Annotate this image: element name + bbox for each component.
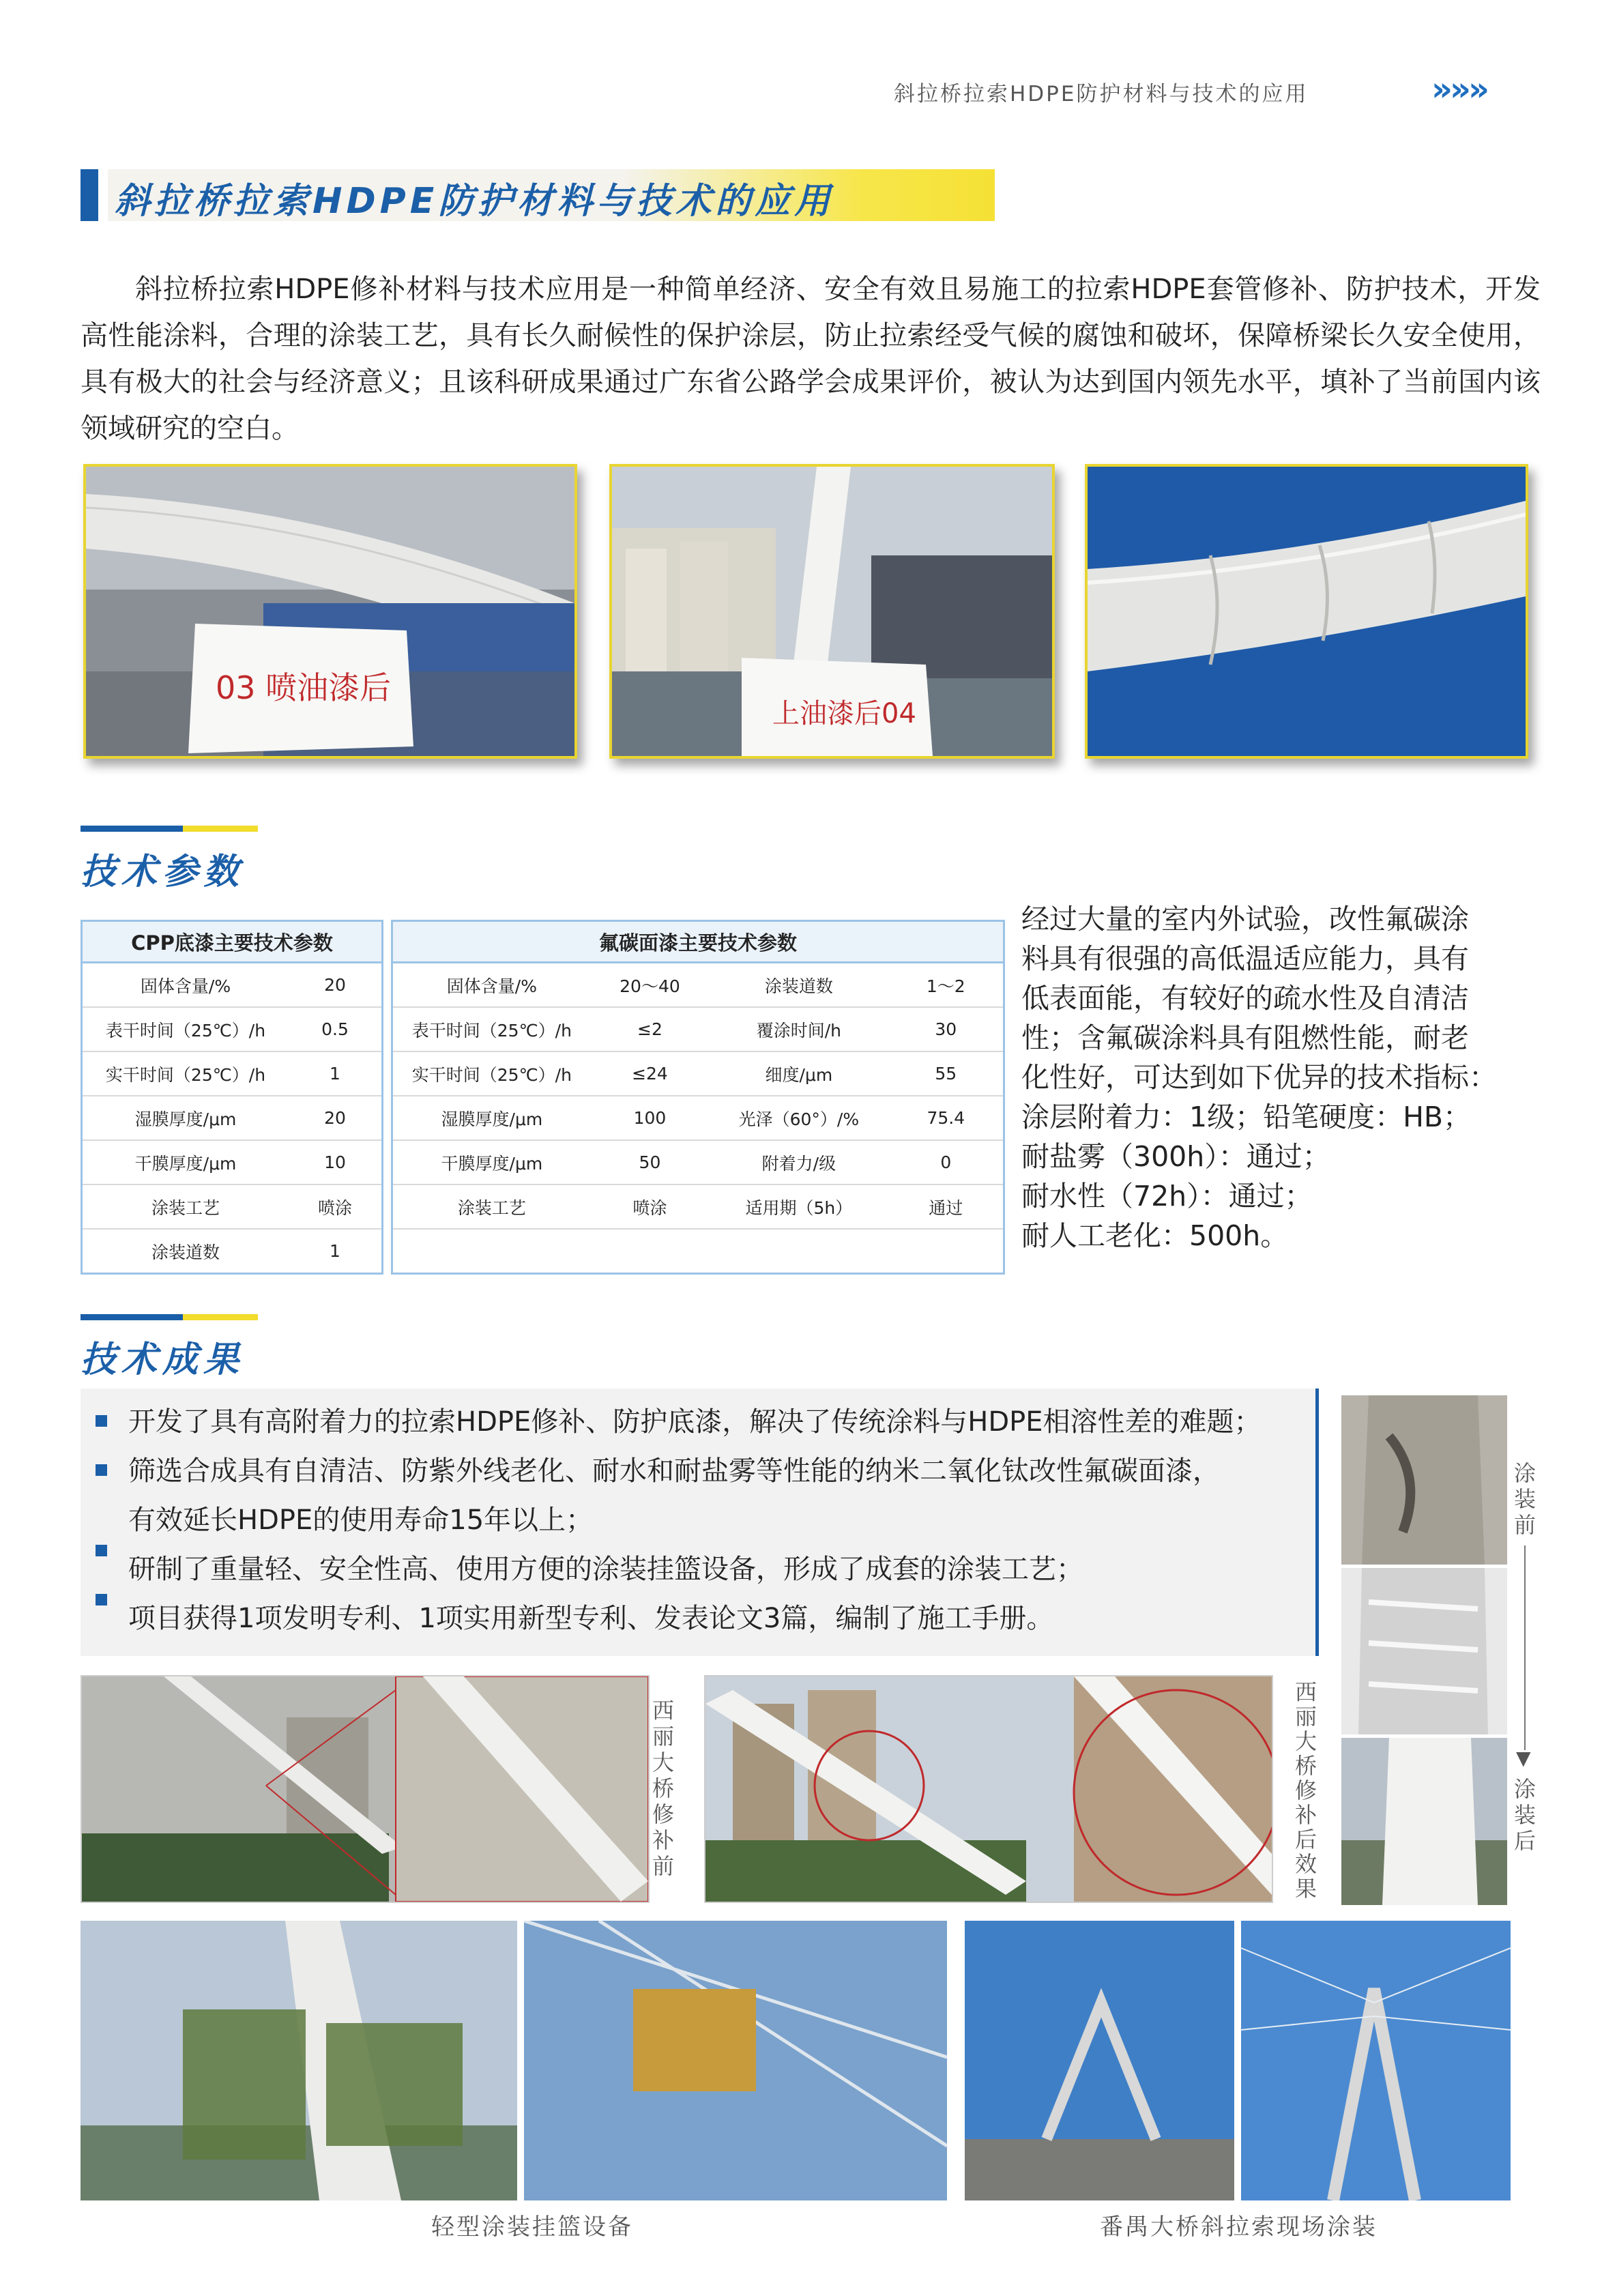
table-cell: 固体含量/% bbox=[392, 963, 591, 1008]
table-row bbox=[392, 1007, 1004, 1051]
intro-text: 斜拉桥拉索HDPE修补材料与技术应用是一种简单经济、安全有效且易施工的拉索HDPE套管修补、防护技术，开发高性能涂料，合理的涂装工艺，具有长久耐候性的保护涂层，防止拉索经受气候的腐蚀和破坏，保障桥梁长久安全使用，具有极大的社会与经济意义；且该科研成果通过广东省公路学会成果评价，被认为达到国内领先水平，填补了当前国内该领域研究的空白。 bbox=[81, 274, 1541, 444]
description-line: 料具有很强的高低温适应能力，具有 bbox=[1021, 942, 1469, 975]
photo-xili-after bbox=[704, 1675, 1273, 1903]
fluorocarbon-params-table bbox=[391, 920, 1005, 1275]
page-title: 斜拉桥拉索HDPE防护材料与技术的应用 bbox=[115, 181, 834, 222]
table-cell: 干膜厚度/μm bbox=[82, 1140, 289, 1185]
list-item bbox=[96, 1545, 1310, 1594]
table-row bbox=[392, 1051, 1004, 1096]
table-cell: 1 bbox=[289, 1051, 383, 1096]
table-cell: 湿膜厚度/μm bbox=[82, 1096, 289, 1140]
table-cell: 20 bbox=[289, 963, 383, 1008]
caption-xili-after: 西丽大桥修补后效果 bbox=[1294, 1679, 1317, 1902]
table-row bbox=[392, 1096, 1004, 1140]
table-cell: 1 bbox=[289, 1229, 383, 1274]
intro-paragraph bbox=[81, 266, 1541, 452]
section-title-params: 技术参数 bbox=[81, 852, 245, 892]
table-cell-empty bbox=[392, 1229, 1004, 1274]
table-cell: 0 bbox=[889, 1140, 1004, 1185]
achievement-text: 开发了具有高附着力的拉索HDPE修补、防护底漆，解决了传统涂料与HDPE相溶性差的难题； bbox=[128, 1406, 1262, 1438]
photo-before-coating bbox=[1341, 1395, 1507, 1565]
table-cell: 20～40 bbox=[591, 963, 709, 1008]
table-cell: 实干时间（25℃）/h bbox=[82, 1051, 289, 1096]
title-accent-bar bbox=[81, 169, 98, 221]
table-cell: 通过 bbox=[889, 1185, 1004, 1229]
table-row bbox=[392, 963, 1004, 1008]
square-bullet-icon bbox=[96, 1464, 107, 1476]
table-cell: 涂装工艺 bbox=[82, 1185, 289, 1229]
running-header-title: 斜拉桥拉索HDPE防护材料与技术的应用 bbox=[894, 82, 1309, 106]
arrow-line bbox=[1524, 1545, 1526, 1750]
table-cell: 0.5 bbox=[289, 1007, 383, 1051]
list-item bbox=[96, 1447, 1310, 1496]
caption-panyu: 番禺大桥斜拉索现场涂装 bbox=[1100, 2213, 1378, 2241]
section-accent-blue-2 bbox=[81, 1314, 183, 1320]
arrow-down-icon: ▼ bbox=[1516, 1747, 1531, 1769]
section-accent-yellow-2 bbox=[183, 1314, 258, 1320]
table-cell: 覆涂时间/h bbox=[709, 1007, 888, 1051]
section-accent-blue bbox=[81, 826, 183, 832]
table-row bbox=[82, 1140, 383, 1185]
photo-sprayed-cable bbox=[83, 464, 577, 759]
achievement-text: 有效延长HDPE的使用寿命15年以上； bbox=[128, 1505, 594, 1536]
table-row bbox=[392, 1185, 1004, 1229]
table-row bbox=[82, 1229, 383, 1274]
description-line: 低表面能，有较好的疏水性及自清洁 bbox=[1021, 982, 1469, 1015]
description-line: 经过大量的室内外试验，改性氟碳涂 bbox=[1021, 903, 1469, 935]
fc-table-header: 氟碳面漆主要技术参数 bbox=[392, 921, 1004, 963]
square-bullet-icon bbox=[96, 1594, 107, 1605]
table-cell: 20 bbox=[289, 1096, 383, 1140]
photo-cable-closeup bbox=[1085, 464, 1528, 759]
caption-after-coating: 涂装后 bbox=[1513, 1776, 1536, 1854]
table-cell: ≤2 bbox=[591, 1007, 709, 1051]
table-cell: 细度/μm bbox=[709, 1051, 888, 1096]
table-cell: 75.4 bbox=[889, 1096, 1004, 1140]
achievements-list bbox=[96, 1397, 1310, 1643]
table-cell: 光泽（60°）/% bbox=[709, 1096, 888, 1140]
photo-coating-basket bbox=[81, 1921, 947, 2200]
description-line: 耐人工老化：500h。 bbox=[1021, 1219, 1289, 1252]
caption-before-coating: 涂装前 bbox=[1513, 1460, 1536, 1538]
list-item bbox=[96, 1594, 1310, 1643]
square-bullet-icon bbox=[96, 1545, 107, 1556]
photo-mid-coating bbox=[1341, 1568, 1507, 1734]
description-line: 性；含氟碳涂料具有阻燃性能，耐老 bbox=[1021, 1021, 1469, 1054]
table-cell: 涂装道数 bbox=[82, 1229, 289, 1274]
table-row bbox=[82, 963, 383, 1008]
cpp-params-table bbox=[81, 920, 383, 1275]
performance-description bbox=[1021, 899, 1554, 1255]
table-row bbox=[392, 1140, 1004, 1185]
table-cell: 固体含量/% bbox=[82, 963, 289, 1008]
table-row bbox=[82, 1051, 383, 1096]
table-row bbox=[82, 1185, 383, 1229]
table-cell: 30 bbox=[889, 1007, 1004, 1051]
caption-basket: 轻型涂装挂篮设备 bbox=[431, 2213, 633, 2241]
table-cell: 适用期（5h） bbox=[709, 1185, 888, 1229]
table-row bbox=[82, 1007, 383, 1051]
photo-panyu-bridge bbox=[965, 1921, 1511, 2200]
table-cell: 涂装道数 bbox=[709, 963, 888, 1008]
table-row bbox=[82, 1096, 383, 1140]
table-cell: 表干时间（25℃）/h bbox=[82, 1007, 289, 1051]
table-row-empty bbox=[392, 1229, 1004, 1274]
table-cell: 100 bbox=[591, 1096, 709, 1140]
table-cell: 涂装工艺 bbox=[392, 1185, 591, 1229]
section-accent-yellow bbox=[183, 826, 258, 832]
table-cell: 湿膜厚度/μm bbox=[392, 1096, 591, 1140]
list-item bbox=[96, 1496, 1310, 1545]
description-line: 涂层附着力：1级；铅笔硬度：HB； bbox=[1021, 1101, 1472, 1133]
table-cell: 55 bbox=[889, 1051, 1004, 1096]
list-item bbox=[96, 1397, 1310, 1447]
table-cell: 表干时间（25℃）/h bbox=[392, 1007, 591, 1051]
achievement-text: 研制了重量轻、安全性高、使用方便的涂装挂篮设备，形成了成套的涂装工艺； bbox=[128, 1554, 1083, 1585]
photo-xili-before bbox=[81, 1675, 650, 1903]
description-line: 化性好，可达到如下优异的技术指标： bbox=[1021, 1061, 1497, 1094]
description-line: 耐盐雾（300h）：通过； bbox=[1021, 1140, 1330, 1173]
description-line: 耐水性（72h）：通过； bbox=[1021, 1180, 1313, 1212]
note-text-2: 上油漆后04 bbox=[772, 698, 916, 729]
section-title-results: 技术成果 bbox=[81, 1339, 245, 1380]
photo-painted-cable bbox=[609, 464, 1055, 759]
table-cell: ≤24 bbox=[591, 1051, 709, 1096]
table-cell: 干膜厚度/μm bbox=[392, 1140, 591, 1185]
table-cell: 50 bbox=[591, 1140, 709, 1185]
caption-xili-before: 西丽大桥修补前 bbox=[652, 1698, 674, 1879]
cpp-table-header: CPP底漆主要技术参数 bbox=[82, 921, 383, 963]
note-text-1: 03 喷油漆后 bbox=[216, 669, 392, 706]
achievement-text: 筛选合成具有自清洁、防紫外线老化、耐水和耐盐雾等性能的纳米二氧化钛改性氟碳面漆， bbox=[128, 1455, 1220, 1487]
photo-after-coating bbox=[1341, 1738, 1507, 1905]
table-cell: 附着力/级 bbox=[709, 1140, 888, 1185]
table-cell: 喷涂 bbox=[591, 1185, 709, 1229]
square-bullet-icon bbox=[96, 1415, 107, 1427]
table-cell: 10 bbox=[289, 1140, 383, 1185]
table-cell: 实干时间（25℃）/h bbox=[392, 1051, 591, 1096]
chevron-right-icon: »»» bbox=[1431, 70, 1487, 108]
achievement-text: 项目获得1项发明专利、1项实用新型专利、发表论文3篇，编制了施工手册。 bbox=[128, 1603, 1054, 1634]
table-cell: 喷涂 bbox=[289, 1185, 383, 1229]
table-cell: 1～2 bbox=[889, 963, 1004, 1008]
